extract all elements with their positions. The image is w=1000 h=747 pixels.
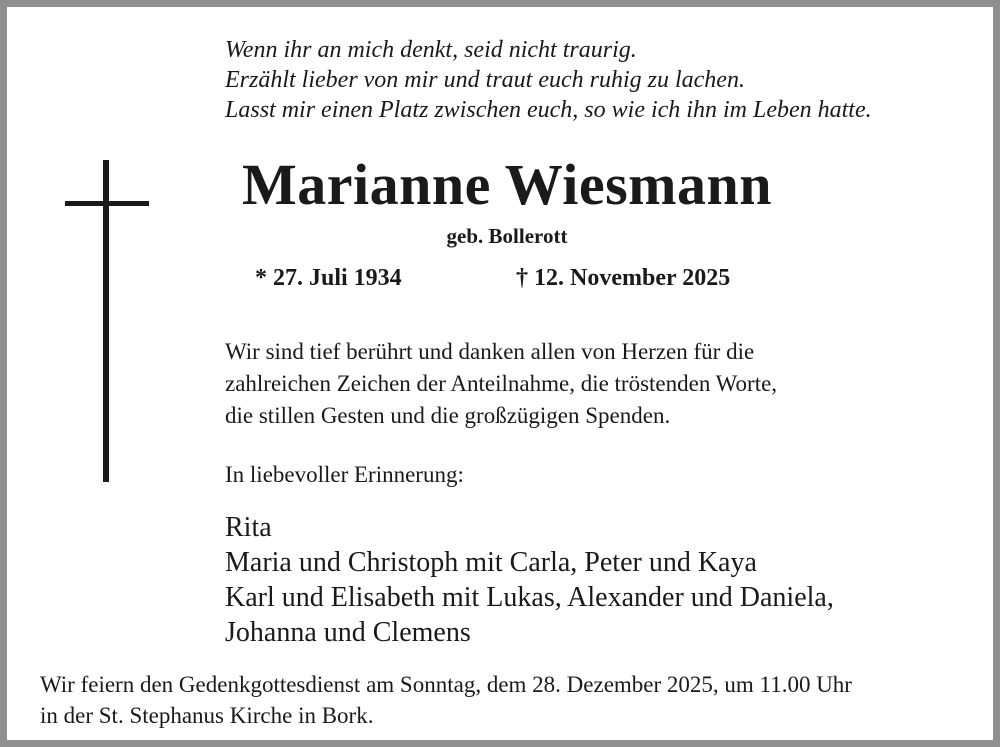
family-list: [225, 510, 834, 650]
service-line: in der St. Stephanus Kirche in Bork.: [40, 703, 374, 728]
family-line: Rita: [225, 512, 272, 543]
service-line: Wir feiern den Gedenkgottesdienst am Sonntag, dem 28. Dezember 2025, um 11.00 Uhr: [40, 672, 852, 697]
thanks-line: die stillen Gesten und die großzügigen Spenden.: [225, 403, 671, 428]
poem-line: Lasst mir einen Platz zwischen euch, so wie ich ihn im Leben hatte.: [225, 97, 872, 123]
death-date: † 12. November 2025: [516, 265, 731, 291]
maiden-name: geb. Bollerott: [446, 224, 568, 248]
family-line: Karl und Elisabeth mit Lukas, Alexander und Daniela,: [225, 582, 834, 613]
poem-line: Wenn ihr an mich denkt, seid nicht traurig.: [225, 37, 637, 63]
poem: [225, 35, 872, 125]
thanks-text: [225, 336, 777, 432]
thanks-line: Wir sind tief berührt und danken allen von Herzen für die: [225, 339, 755, 364]
deceased-name: Marianne Wiesmann: [241, 152, 773, 217]
memorial-service-info: [40, 669, 852, 731]
family-line: Johanna und Clemens: [225, 617, 471, 648]
poem-line: Erzählt lieber von mir und traut euch ruhig zu lachen.: [225, 67, 745, 93]
remembrance-label: In liebevoller Erinnerung:: [225, 462, 464, 487]
birth-date: * 27. Juli 1934: [255, 265, 402, 291]
family-line: Maria und Christoph mit Carla, Peter und Kaya: [225, 547, 757, 578]
thanks-line: zahlreichen Zeichen der Anteilnahme, die tröstenden Worte,: [225, 371, 778, 396]
